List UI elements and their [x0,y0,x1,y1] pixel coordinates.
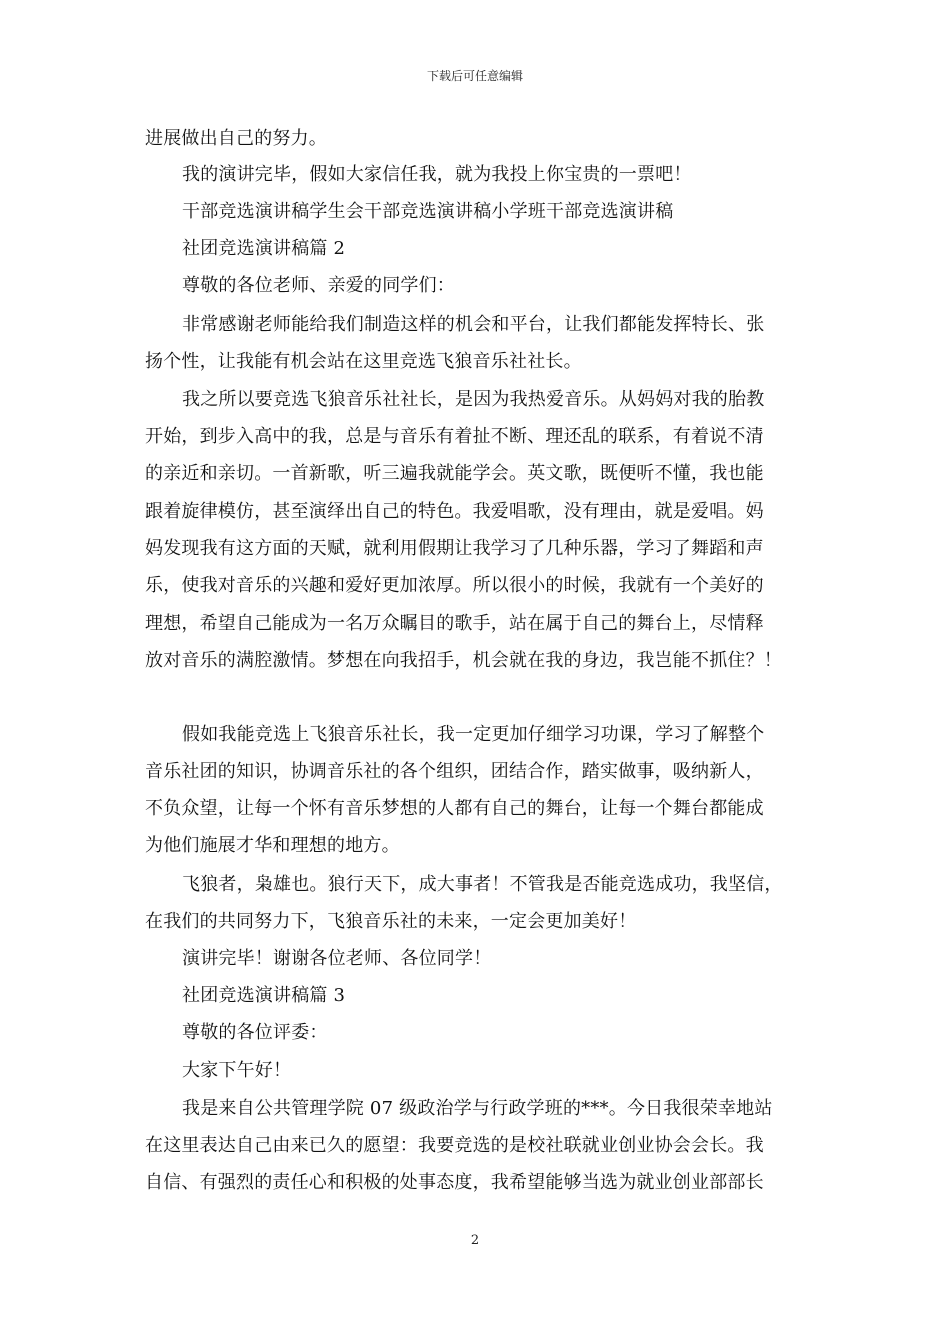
text-line: 非常感谢老师能给我们制造这样的机会和平台，让我们都能发挥特长、张 [182,314,765,335]
text-line: 扬个性，让我能有机会站在这里竞选飞狼音乐社社长。 [145,351,582,372]
text-line: 开始，到步入高中的我，总是与音乐有着扯不断、理还乱的联系，有着说不清 [145,426,764,447]
text-line: 飞狼者，枭雄也。狼行天下，成大事者！不管我是否能竞选成功，我坚信， [182,874,783,895]
greeting: 大家下午好！ [182,1060,292,1081]
text-line: 进展做出自己的努力。 [145,128,327,149]
section-heading: 社团竞选演讲稿篇 3 [182,985,346,1006]
text-line: 自信、有强烈的责任心和积极的处事态度，我希望能够当选为就业创业部部长 [145,1172,764,1193]
text-line: 在我们的共同努力下，飞狼音乐社的未来，一定会更加美好！ [145,911,637,932]
text-line: 我是来自公共管理学院 07 级政治学与行政学班的***。今日我很荣幸地站 [182,1098,773,1119]
page-header: 下载后可任意编辑 [426,69,523,83]
text-line: 演讲完毕！谢谢各位老师、各位同学！ [182,948,492,969]
text-line: 妈发现我有这方面的天赋，就利用假期让我学习了几种乐器，学习了舞蹈和声 [145,538,764,559]
text-line: 假如我能竞选上飞狼音乐社长，我一定更加仔细学习功课，学习了解整个 [182,724,765,745]
text-line: 乐，使我对音乐的兴趣和爱好更加浓厚。所以很小的时候，我就有一个美好的 [145,575,764,596]
salutation: 尊敬的各位老师、亲爱的同学们： [182,275,455,296]
text-line: 我的演讲完毕，假如大家信任我，就为我投上你宝贵的一票吧！ [182,164,692,185]
text-line: 音乐社团的知识，协调音乐社的各个组织，团结合作，踏实做事，吸纳新人， [145,761,764,782]
salutation: 尊敬的各位评委： [182,1022,328,1043]
text-line: 我之所以要竞选飞狼音乐社社长，是因为我热爱音乐。从妈妈对我的胎教 [182,389,765,410]
page-number: 2 [470,1233,480,1248]
text-line: 跟着旋律模仿，甚至演绎出自己的特色。我爱唱歌，没有理由，就是爱唱。妈 [145,501,764,522]
text-line: 理想，希望自己能成为一名万众瞩目的歌手，站在属于自己的舞台上，尽情释 [145,613,764,634]
text-line: 为他们施展才华和理想的地方。 [145,835,400,856]
text-line: 干部竞选演讲稿学生会干部竞选演讲稿小学班干部竞选演讲稿 [182,201,674,222]
text-line: 的亲近和亲切。一首新歌，听三遍我就能学会。英文歌，既便听不懂，我也能 [145,463,764,484]
section-heading: 社团竞选演讲稿篇 2 [182,238,346,259]
text-line: 放对音乐的满腔激情。梦想在向我招手，机会就在我的身边，我岂能不抓住？！ [145,650,782,671]
text-line: 在这里表达自己由来已久的愿望：我要竞选的是校社联就业创业协会会长。我 [145,1135,764,1156]
text-line: 不负众望，让每一个怀有音乐梦想的人都有自己的舞台，让每一个舞台都能成 [145,798,764,819]
